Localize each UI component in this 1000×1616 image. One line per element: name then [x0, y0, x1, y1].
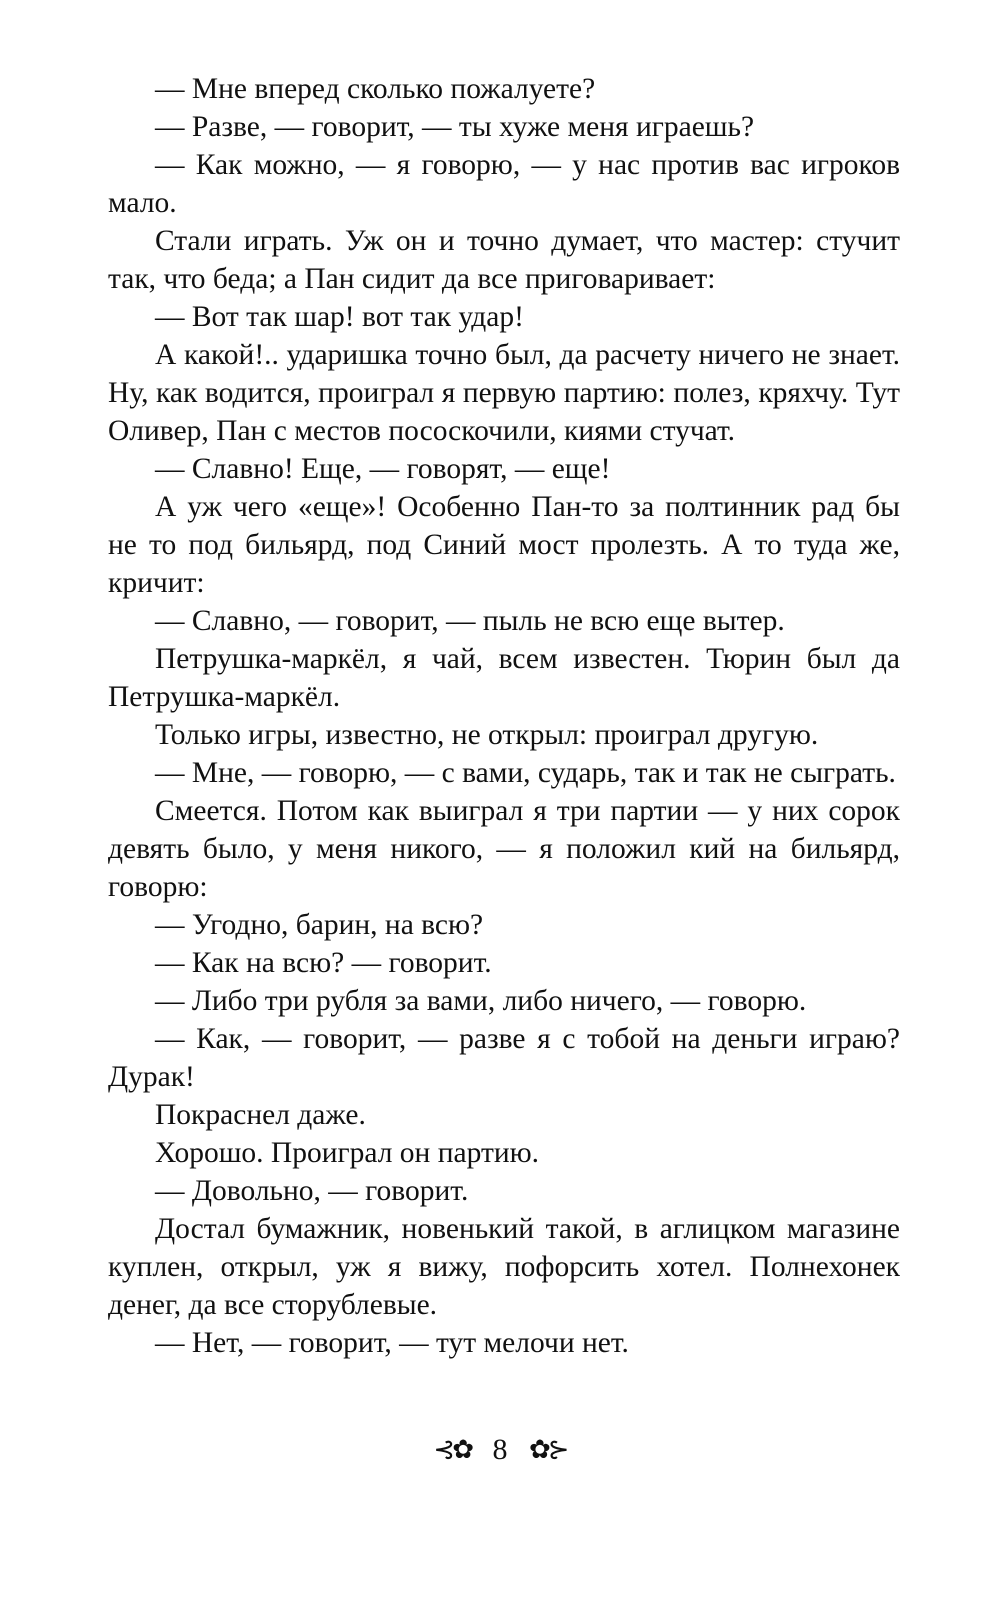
paragraph: Только игры, известно, не открыл: проиграл другую. [155, 719, 819, 751]
ornament-left-icon: ⊰✿ [433, 1435, 471, 1465]
paragraph: Петрушка-маркёл, я чай, всем известен. Тюрин был да Петрушка-маркёл. [108, 643, 900, 713]
paragraph: — Мне, — говорю, — с вами, сударь, так и так не сыграть. [155, 757, 896, 789]
paragraph: Покраснел даже. [155, 1099, 366, 1131]
paragraph: — Мне вперед сколько пожалуете? [155, 73, 596, 105]
paragraph: — Славно! Еще, — говорят, — еще! [155, 453, 611, 485]
paragraph: Смеется. Потом как выиграл я три партии — у них сорок девять было, у меня никого, — я положил кий на бильярд, говорю: [108, 795, 900, 903]
paragraph: Хорошо. Проиграл он партию. [155, 1137, 540, 1169]
page-footer [0, 1428, 1000, 1470]
paragraph: — Как можно, — я говорю, — у нас против вас игроков мало. [108, 149, 900, 219]
paragraph: — Как, — говорит, — разве я с тобой на деньги играю? Дурак! [108, 1023, 900, 1093]
page-number: 8 [492, 1433, 508, 1467]
paragraph: — Вот так шар! вот так удар! [155, 301, 524, 333]
paragraph: — Славно, — говорит, — пыль не всю еще вытер. [155, 605, 785, 637]
paragraph: — Угодно, барин, на всю? [155, 909, 484, 941]
paragraph: — Довольно, — говорит. [155, 1175, 469, 1207]
paragraph: — Разве, — говорит, — ты хуже меня играешь? [155, 111, 755, 143]
body-text [108, 70, 900, 1362]
ornament-right-icon: ✿⊱ [529, 1435, 567, 1465]
paragraph: Достал бумажник, новенький такой, в аглицком магазине куплен, открыл, уж я вижу, пофорсить хотел. Полнехонек денег, да все сторублевые. [108, 1213, 900, 1321]
paragraph: — Нет, — говорит, — тут мелочи нет. [155, 1327, 629, 1359]
paragraph: — Либо три рубля за вами, либо ничего, — говорю. [155, 985, 807, 1017]
paragraph: А какой!.. ударишка точно был, да расчету ничего не знает. Ну, как водится, проиграл я первую партию: полез, кряхчу. Тут Оливер, Пан с местов пососкочили, киями стучат. [108, 339, 900, 447]
paragraph: — Как на всю? — говорит. [155, 947, 492, 979]
paragraph: Стали играть. Уж он и точно думает, что мастер: стучит так, что беда; а Пан сидит да все приговаривает: [108, 225, 900, 295]
paragraph: А уж чего «еще»! Особенно Пан-то за полтинник рад бы не то под бильярд, под Синий мост пролезть. А то туда же, кричит: [108, 491, 900, 599]
